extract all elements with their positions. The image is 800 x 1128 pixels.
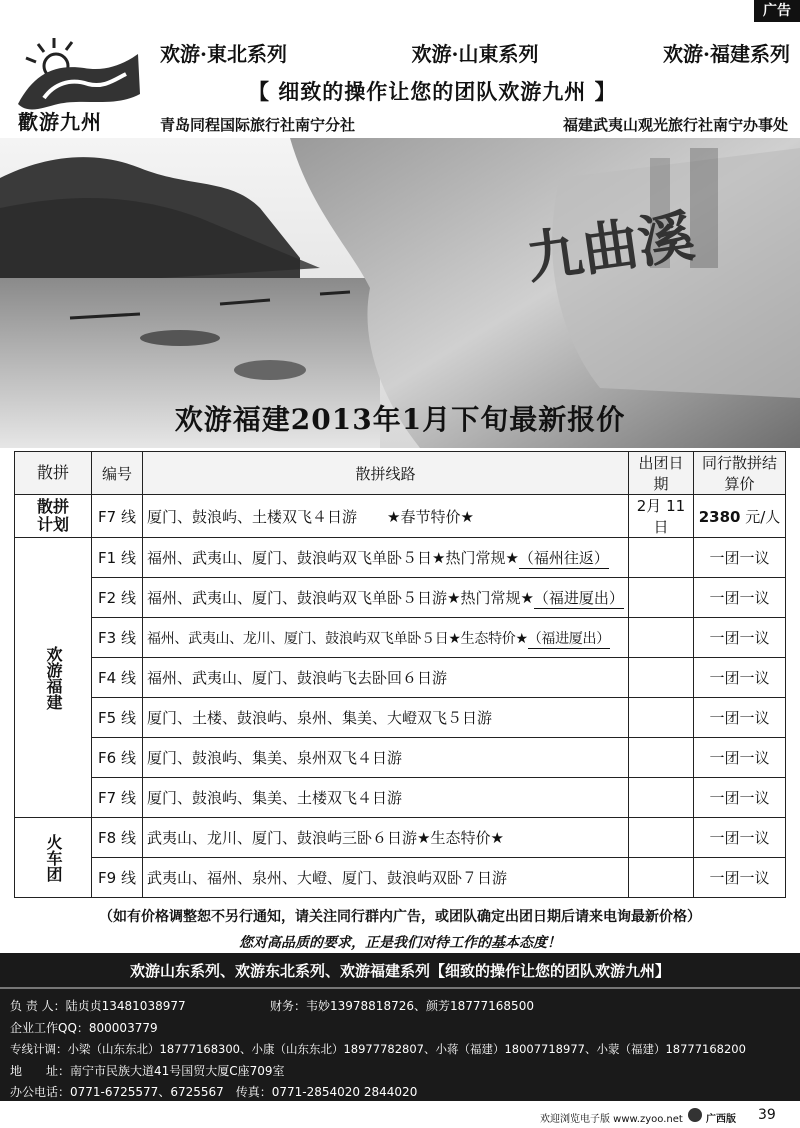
table-row xyxy=(15,698,786,738)
price-number: 2380 xyxy=(698,507,741,526)
price-cell: 一团一议 xyxy=(694,618,786,658)
route-text: 厦门、鼓浪屿、集美、泉州双飞４日游 xyxy=(143,738,629,778)
category-label: 散拼 xyxy=(36,497,69,516)
table-row xyxy=(15,858,786,898)
price-notice: （如有价格调整恕不另行通知，请关注同行群内广告，或团队确定出团日期后请来电询最新价格） xyxy=(99,909,701,925)
footer-site: 欢迎浏览电子版 www.zyoo.net xyxy=(540,1114,683,1125)
category-label: 火车团 xyxy=(15,818,92,898)
table-row xyxy=(15,618,786,658)
departure-date xyxy=(628,618,693,658)
price-cell xyxy=(694,495,786,538)
price-table xyxy=(14,451,786,898)
ad-tag: 广告 xyxy=(754,0,800,22)
price-cell: 一团一议 xyxy=(694,698,786,738)
route-text: 厦门、土楼、鼓浪屿、泉州、集美、大嶝双飞５日游 xyxy=(143,698,629,738)
departure-date: 2月 11 日 xyxy=(628,495,693,538)
category-label: 欢游福建 xyxy=(15,538,92,818)
series-northeast: 欢游·東北系列 xyxy=(160,42,287,66)
logo-text: 歡游九州 xyxy=(18,110,102,134)
series-fujian: 欢游·福建系列 xyxy=(663,42,790,66)
price-cell: 一团一议 xyxy=(694,578,786,618)
route-code: F4 线 xyxy=(92,658,143,698)
route-code: F1 线 xyxy=(92,538,143,578)
page-title: 欢游福建2013年1月下旬最新报价 xyxy=(174,403,626,436)
table-row xyxy=(15,495,786,538)
table-row xyxy=(15,778,786,818)
departure-date xyxy=(628,818,693,858)
series-row xyxy=(160,38,790,67)
price-cell: 一团一议 xyxy=(694,858,786,898)
route-cell xyxy=(143,618,629,658)
route-tag: （福进厦出） xyxy=(533,589,624,607)
route-text: 厦门、鼓浪屿、集美、土楼双飞４日游 xyxy=(143,778,629,818)
route-text: 武夷山、福州、泉州、大嶝、厦门、鼓浪屿双卧７日游 xyxy=(143,858,629,898)
route-text: 武夷山、龙川、厦门、鼓浪屿三卧６日游★生态特价★ xyxy=(143,818,629,858)
address-line: 地 址：南宁市民族大道41号国贸大厦C座709室 xyxy=(10,1064,285,1078)
table-row xyxy=(15,658,786,698)
departure-date xyxy=(628,538,693,578)
col-header-code: 编号 xyxy=(92,452,143,495)
category-cell: 散拼 计划 xyxy=(15,495,92,538)
footer xyxy=(0,1106,800,1128)
planners-line: 专线计调：小梁（山东东北）18777168300、小康（山东东北）18977782807、小蒋（福建）18007718977、小蒙（福建）18777168200 xyxy=(10,1042,746,1056)
route-tag: ★春节特价★ xyxy=(387,507,474,526)
route-code: F5 线 xyxy=(92,698,143,738)
agency-fujian: 福建武夷山观光旅行社南宁办事处 xyxy=(562,116,788,134)
route-tag: （福州往返） xyxy=(518,549,609,567)
price-cell: 一团一议 xyxy=(694,738,786,778)
route-cell xyxy=(143,578,629,618)
table-row xyxy=(15,818,786,858)
price-cell: 一团一议 xyxy=(694,818,786,858)
route-text: 福州、武夷山、厦门、鼓浪屿双飞单卧５日★热门常规★ xyxy=(147,549,519,567)
route-cell xyxy=(143,538,629,578)
table-row xyxy=(15,738,786,778)
route-code: F6 线 xyxy=(92,738,143,778)
manager-line: 负 责 人：陆贞贞13481038977 xyxy=(10,999,186,1013)
qq-line: 企业工作QQ：800003779 xyxy=(10,1021,158,1035)
departure-date xyxy=(628,858,693,898)
route-code: F8 线 xyxy=(92,818,143,858)
col-header-price: 同行散拼结算价 xyxy=(694,452,786,495)
service-motto: 您对高品质的要求，正是我们对待工作的基本态度！ xyxy=(239,935,561,951)
departure-date xyxy=(628,658,693,698)
route-text: 福州、武夷山、厦门、鼓浪屿双飞单卧５日游★热门常规★ xyxy=(147,589,534,607)
route-code: F7 线 xyxy=(92,778,143,818)
price-cell: 一团一议 xyxy=(694,658,786,698)
footer-edition: 广西版 xyxy=(706,1114,736,1125)
departure-date xyxy=(628,738,693,778)
departure-date xyxy=(628,698,693,738)
edition-badge-icon xyxy=(688,1108,702,1122)
table-row xyxy=(15,578,786,618)
finance-line: 财务：韦妙13978818726、颜芳18777168500 xyxy=(270,999,534,1013)
divider xyxy=(0,987,800,989)
slogan: 【 细致的操作让您的团队欢游九州 】 xyxy=(248,80,617,104)
table-header-row xyxy=(15,452,786,495)
photo-inscription: 九曲溪 xyxy=(522,203,699,292)
col-header-date: 出团日期 xyxy=(628,452,693,495)
contact-panel xyxy=(0,953,800,1101)
departure-date xyxy=(628,778,693,818)
contact-headline: 欢游山东系列、欢游东北系列、欢游福建系列【细致的操作让您的团队欢游九州】 xyxy=(129,962,670,980)
departure-date xyxy=(628,578,693,618)
agencies-row xyxy=(160,114,788,135)
route-code: F3 线 xyxy=(92,618,143,658)
col-header-category: 散拼 xyxy=(15,452,92,495)
route-code: F9 线 xyxy=(92,858,143,898)
col-header-route: 散拼线路 xyxy=(143,452,629,495)
route-text: 福州、武夷山、龙川、厦门、鼓浪屿双飞单卧５日★生态特价★ xyxy=(147,630,528,647)
series-shandong: 欢游·山東系列 xyxy=(411,42,539,66)
phone-line: 办公电话：0771-6725577、6725567 传真：0771-2854020 2844020 xyxy=(10,1085,418,1099)
route-text: 厦门、鼓浪屿、土楼双飞４日游 xyxy=(147,507,358,526)
route-code: F7 线 xyxy=(92,495,143,538)
agency-qingdao: 青岛同程国际旅行社南宁分社 xyxy=(160,116,356,134)
page-number: 39 xyxy=(758,1107,776,1123)
header xyxy=(0,20,800,138)
route-tag: （福进厦出） xyxy=(527,630,610,647)
route-cell xyxy=(143,495,629,538)
price-cell: 一团一议 xyxy=(694,538,786,578)
route-text: 福州、武夷山、厦门、鼓浪屿飞去卧回６日游 xyxy=(143,658,629,698)
price-unit: 元/人 xyxy=(745,507,781,526)
price-cell: 一团一议 xyxy=(694,778,786,818)
table-row xyxy=(15,538,786,578)
route-code: F2 线 xyxy=(92,578,143,618)
